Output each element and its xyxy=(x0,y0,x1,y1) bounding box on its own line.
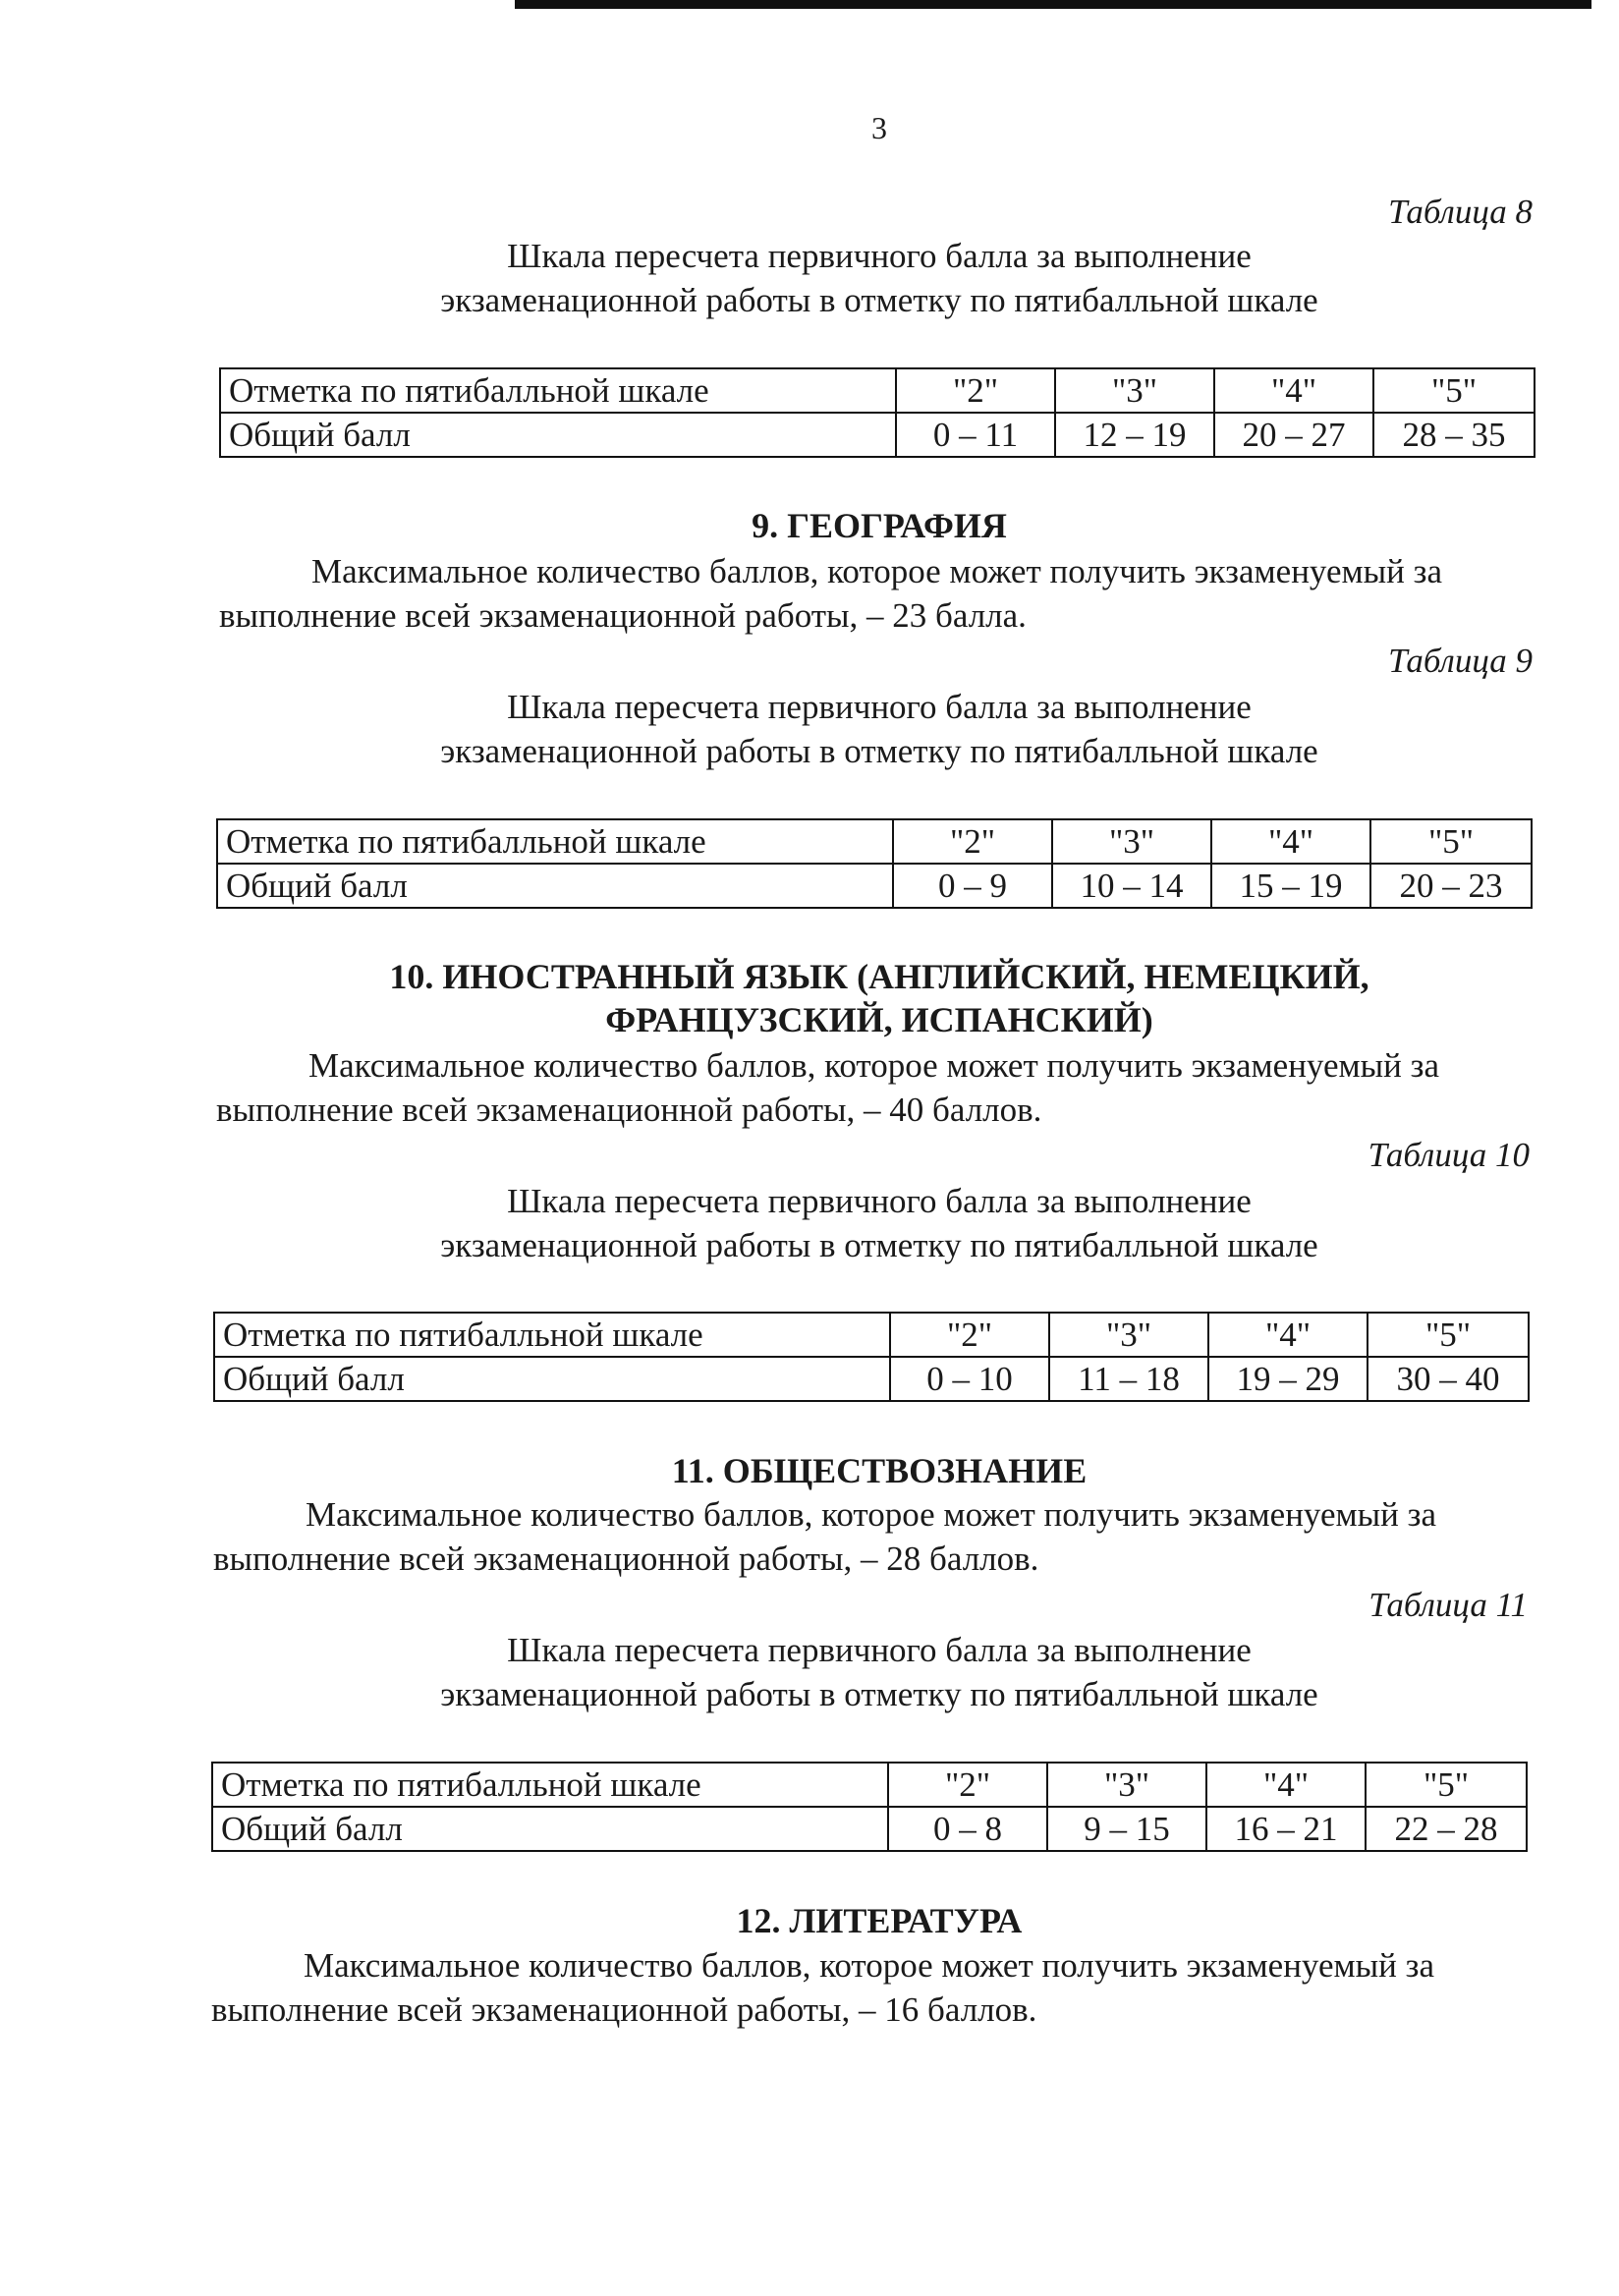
score-row-label: Общий балл xyxy=(214,1357,890,1401)
scale-title xyxy=(0,685,1619,773)
score-cell: 20 – 27 xyxy=(1214,413,1373,457)
score-cell: 0 – 9 xyxy=(893,864,1052,908)
scale-title xyxy=(0,1179,1619,1267)
grade-cell: "2" xyxy=(890,1313,1049,1357)
score-cell: 0 – 10 xyxy=(890,1357,1049,1401)
grade-cell: "2" xyxy=(888,1763,1047,1807)
score-cell: 15 – 19 xyxy=(1211,864,1370,908)
table-row xyxy=(217,864,1532,908)
section-heading-line-2: ФРАНЦУЗСКИЙ, ИСПАНСКИЙ) xyxy=(605,1000,1153,1039)
grade-cell: "4" xyxy=(1214,368,1373,413)
table-caption-8: Таблица 8 xyxy=(1388,193,1533,231)
table-caption-11: Таблица 11 xyxy=(1368,1586,1528,1624)
grade-cell: "4" xyxy=(1206,1763,1366,1807)
scale-title xyxy=(0,1628,1619,1716)
scale-title-line-2: экзаменационной работы в отметку по пятибалльной шкале xyxy=(440,1226,1318,1264)
table-row xyxy=(212,1807,1527,1851)
score-cell: 11 – 18 xyxy=(1049,1357,1208,1401)
table-row xyxy=(214,1357,1529,1401)
table-row xyxy=(220,368,1535,413)
grade-cell: "5" xyxy=(1366,1763,1527,1807)
scale-title-line-2: экзаменационной работы в отметку по пятибалльной шкале xyxy=(440,1675,1318,1713)
grade-cell: "3" xyxy=(1055,368,1214,413)
grade-cell: "2" xyxy=(896,368,1055,413)
page-number: 3 xyxy=(871,110,887,145)
score-table-10 xyxy=(213,1312,1530,1402)
section-text-literature: Максимальное количество баллов, которое может получить экзаменуемый за выполнение всей экзаменационной работы, – 16 баллов. xyxy=(211,1946,1435,2029)
score-cell: 22 – 28 xyxy=(1366,1807,1527,1851)
scale-title-line-2: экзаменационной работы в отметку по пятибалльной шкале xyxy=(440,281,1318,319)
score-row-label: Общий балл xyxy=(212,1807,888,1851)
score-table-9 xyxy=(216,818,1533,909)
grade-cell: "4" xyxy=(1208,1313,1368,1357)
grade-cell: "5" xyxy=(1368,1313,1529,1357)
table-caption-10: Таблица 10 xyxy=(1368,1136,1530,1174)
scale-title-line-2: экзаменационной работы в отметку по пятибалльной шкале xyxy=(440,732,1318,770)
scale-title-line-1: Шкала пересчета первичного балла за выполнение xyxy=(507,688,1252,726)
top-border-rule xyxy=(515,0,1591,9)
section-text-geography: Максимальное количество баллов, которое может получить экзаменуемый за выполнение всей экзаменационной работы, – 23 балла. xyxy=(219,552,1443,635)
table-row xyxy=(214,1313,1529,1357)
score-table-11 xyxy=(211,1762,1528,1852)
grade-row-label: Отметка по пятибалльной шкале xyxy=(212,1763,888,1807)
section-heading-foreign-language xyxy=(0,955,1619,1041)
score-row-label: Общий балл xyxy=(217,864,893,908)
table-row xyxy=(217,819,1532,864)
table-caption-9: Таблица 9 xyxy=(1388,642,1533,680)
score-cell: 0 – 11 xyxy=(896,413,1055,457)
score-cell: 20 – 23 xyxy=(1370,864,1532,908)
scale-title xyxy=(0,234,1619,322)
table-row xyxy=(212,1763,1527,1807)
score-cell: 9 – 15 xyxy=(1047,1807,1206,1851)
grade-cell: "3" xyxy=(1052,819,1211,864)
table-row xyxy=(220,413,1535,457)
grade-row-label: Отметка по пятибалльной шкале xyxy=(214,1313,890,1357)
scale-title-line-1: Шкала пересчета первичного балла за выполнение xyxy=(507,1182,1252,1220)
score-table-8 xyxy=(219,367,1535,458)
grade-cell: "3" xyxy=(1047,1763,1206,1807)
grade-cell: "2" xyxy=(893,819,1052,864)
score-cell: 30 – 40 xyxy=(1368,1357,1529,1401)
grade-cell: "5" xyxy=(1370,819,1532,864)
grade-cell: "3" xyxy=(1049,1313,1208,1357)
grade-cell: "4" xyxy=(1211,819,1370,864)
score-cell: 0 – 8 xyxy=(888,1807,1047,1851)
score-cell: 19 – 29 xyxy=(1208,1357,1368,1401)
section-heading-social-studies: 11. ОБЩЕСТВОЗНАНИЕ xyxy=(671,1451,1088,1490)
section-text-social-studies: Максимальное количество баллов, которое может получить экзаменуемый за выполнение всей экзаменационной работы, – 28 баллов. xyxy=(213,1495,1437,1578)
score-cell: 10 – 14 xyxy=(1052,864,1211,908)
score-cell: 28 – 35 xyxy=(1373,413,1535,457)
grade-row-label: Отметка по пятибалльной шкале xyxy=(217,819,893,864)
score-row-label: Общий балл xyxy=(220,413,896,457)
score-cell: 12 – 19 xyxy=(1055,413,1214,457)
section-heading-geography: 9. ГЕОГРАФИЯ xyxy=(752,506,1007,545)
section-heading-line-1: 10. ИНОСТРАННЫЙ ЯЗЫК (АНГЛИЙСКИЙ, НЕМЕЦКИЙ, xyxy=(389,957,1369,996)
section-text-foreign-language: Максимальное количество баллов, которое может получить экзаменуемый за выполнение всей экзаменационной работы, – 40 баллов. xyxy=(216,1046,1440,1129)
score-cell: 16 – 21 xyxy=(1206,1807,1366,1851)
scale-title-line-1: Шкала пересчета первичного балла за выполнение xyxy=(507,1631,1252,1669)
grade-row-label: Отметка по пятибалльной шкале xyxy=(220,368,896,413)
scale-title-line-1: Шкала пересчета первичного балла за выполнение xyxy=(507,237,1252,275)
grade-cell: "5" xyxy=(1373,368,1535,413)
section-heading-literature: 12. ЛИТЕРАТУРА xyxy=(736,1901,1023,1940)
